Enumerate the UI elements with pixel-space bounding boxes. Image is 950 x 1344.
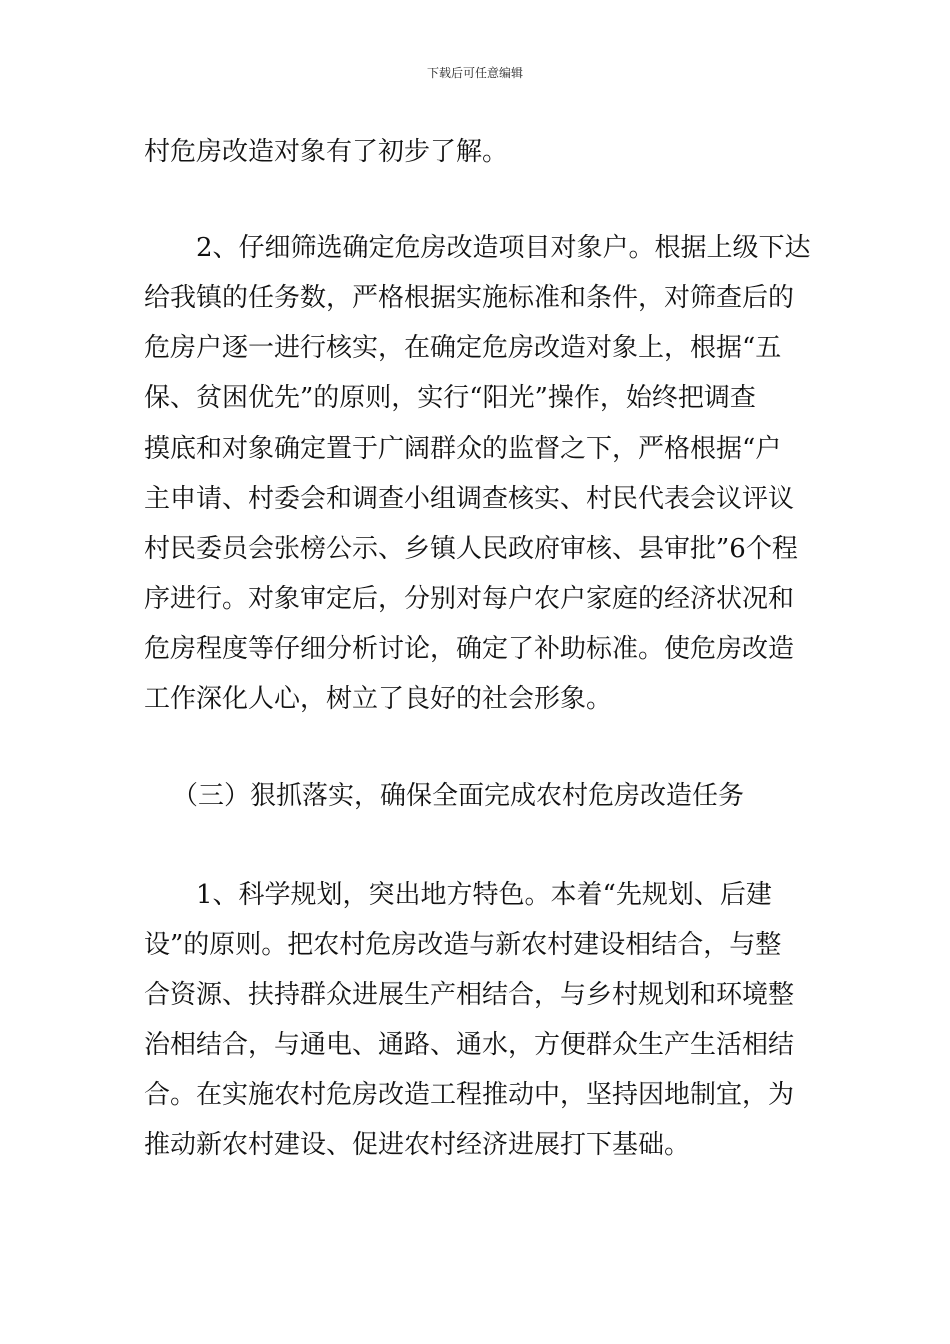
text-line: 推动新农村建设、促进农村经济进展打下基础。 <box>144 1130 691 1160</box>
text-line: 工作深化人心，树立了良好的社会形象。 <box>144 684 613 714</box>
text-line: 危房户逐一进行核实，在确定危房改造对象上，根据“五 <box>144 333 782 363</box>
text-line: 危房程度等仔细分析讨论，确定了补助标准。使危房改造 <box>144 634 795 664</box>
text-line: 序进行。对象审定后，分别对每户农户家庭的经济状况和 <box>144 584 795 614</box>
page-header: 下载后可任意编辑 <box>426 66 523 80</box>
text-line: 主申请、村委会和调查小组调查核实、村民代表会议评议 <box>144 484 795 514</box>
text-line: 摸底和对象确定置于广阔群众的监督之下，严格根据“户 <box>144 434 782 464</box>
text-line: 合。在实施农村危房改造工程推动中，坚持因地制宜，为 <box>144 1080 795 1110</box>
text-line: 设”的原则。把农村危房改造与新农村建设相结合，与整 <box>144 930 782 960</box>
section-heading: （三）狠抓落实，确保全面完成农村危房改造任务 <box>172 781 745 811</box>
text-line: 村民委员会张榜公示、乡镇人民政府审核、县审批”6个程 <box>144 534 798 564</box>
text-line: 2、仔细筛选确定危房改造项目对象户。根据上级下达 <box>196 233 811 263</box>
text-line: 合资源、扶持群众进展生产相结合，与乡村规划和环境整 <box>144 980 795 1010</box>
text-line: 保、贫困优先”的原则，实行“阳光”操作，始终把调查 <box>144 383 756 413</box>
text-line: 1、科学规划，突出地方特色。本着“先规划、后建 <box>196 880 772 910</box>
text-line: 治相结合，与通电、通路、通水，方便群众生产生活相结 <box>144 1030 795 1060</box>
text-line: 给我镇的任务数，严格根据实施标准和条件，对筛查后的 <box>144 283 795 313</box>
text-line: 村危房改造对象有了初步了解。 <box>144 137 509 167</box>
